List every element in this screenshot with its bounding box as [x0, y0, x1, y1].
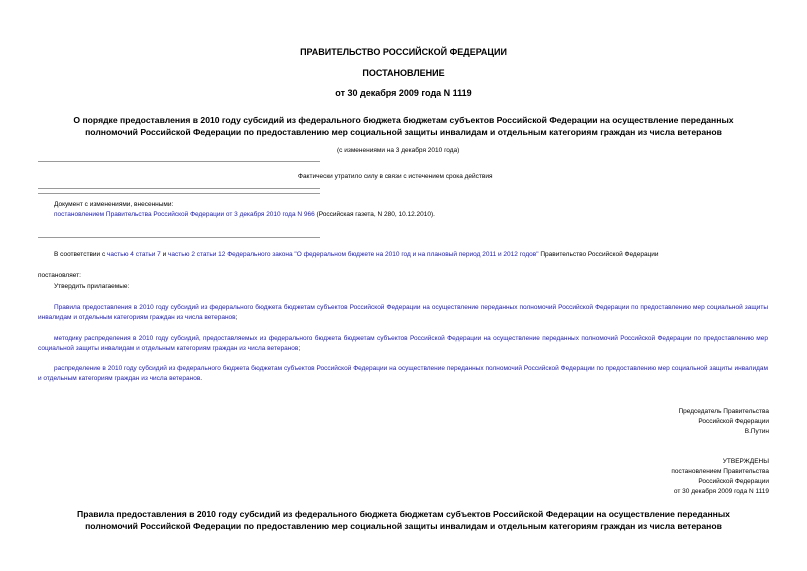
document-title [0, 114, 807, 138]
item-tail: ; [298, 345, 301, 352]
methodology-link[interactable]: методику распределения в 2010 году субсидий, предоставляемых из федерального бюджета бюджетам субъектов Российской Федерации на осуществление переданных полномочий Российской Федерации по предоставлению мер социальной защиты инвалидам и отдельным категориям граждан из числа ветеранов [38, 335, 768, 352]
approved-heading: УТВЕРЖДЕНЫ [722, 458, 769, 465]
rules-title [0, 508, 807, 532]
document-title-line-2: полномочий Российской Федерации по предоставлению мер социальной защиты инвалидам и отдельным категориям граждан из числа ветеранов [85, 127, 722, 137]
rules-link[interactable]: Правила предоставления в 2010 году субсидий из федерального бюджета бюджетам субъектов Российской Федерации на осуществление переданных полномочий Российской Федерации по предоставлению мер социальной защиты инвалидам и отдельным категориям граждан из числа ветеранов [38, 304, 768, 321]
list-item [38, 364, 768, 384]
divider [38, 188, 320, 189]
preamble-prefix: В соответствии с [54, 251, 108, 258]
preamble [54, 250, 659, 260]
signature-block [678, 407, 769, 437]
approve-text: Утвердить прилагаемые: [54, 283, 130, 290]
list-item [38, 303, 768, 323]
divider [38, 161, 320, 162]
amendments-line [54, 210, 435, 220]
divider [38, 193, 320, 194]
preamble-mid: и [160, 251, 169, 258]
document-type: ПОСТАНОВЛЕНИЕ [362, 68, 445, 78]
amendment-link[interactable]: постановлением Правительства Российской Федерации от 3 декабря 2010 года N 966 [54, 211, 315, 218]
signature-position: Председатель Правительства [678, 408, 769, 415]
signature-name: В.Путин [744, 428, 769, 435]
item-tail: . [200, 375, 203, 382]
document-date-number: от 30 декабря 2009 года N 1119 [335, 88, 472, 98]
divider [38, 237, 320, 238]
rules-title-line-1: Правила предоставления в 2010 году субсидий из федерального бюджета бюджетам субъектов Российской Федерации на осуществление переданных [77, 509, 730, 519]
decides-text: постановляет: [38, 272, 81, 279]
document-title-line-1: О порядке предоставления в 2010 году субсидий из федерального бюджета бюджетам субъектов Российской Федерации на осуществление переданных [73, 115, 734, 125]
approved-block [671, 457, 769, 497]
rules-title-line-2: полномочий Российской Федерации по предоставлению мер социальной защиты инвалидам и отдельным категориям граждан из числа ветеранов [85, 521, 722, 531]
amendments-label: Документ с изменениями, внесенными: [54, 201, 174, 208]
status-note: Фактически утратило силу в связи с истечением срока действия [298, 173, 493, 180]
government-name: ПРАВИТЕЛЬСТВО РОССИЙСКОЙ ФЕДЕРАЦИИ [300, 47, 507, 57]
law-link-part-4[interactable]: частью 4 статьи 7 [107, 251, 161, 258]
approved-by: постановлением Правительства [671, 468, 769, 475]
amended-note: (с изменениями на 3 декабря 2010 года) [337, 147, 460, 154]
approved-organization: Российской Федерации [698, 478, 769, 485]
law-link-part-2[interactable]: частью 2 статьи 12 Федерального закона "О федеральном бюджете на 2010 год и на плановый период 2011 и 2012 годов" [168, 251, 539, 258]
list-item [38, 334, 768, 354]
signature-organization: Российской Федерации [698, 418, 769, 425]
distribution-link[interactable]: распределение в 2010 году субсидий из федерального бюджета бюджетам субъектов Российской Федерации на осуществление переданных полномочий Российской Федерации по предоставлению мер социальной защиты инвалидам и отдельным категориям граждан из числа ветеранов [38, 365, 768, 382]
amendment-source: (Российская газета, N 280, 10.12.2010). [314, 211, 435, 218]
item-tail: ; [235, 314, 238, 321]
preamble-suffix: Правительство Российской Федерации [538, 251, 659, 258]
approved-date-number: от 30 декабря 2009 года N 1119 [673, 488, 769, 495]
